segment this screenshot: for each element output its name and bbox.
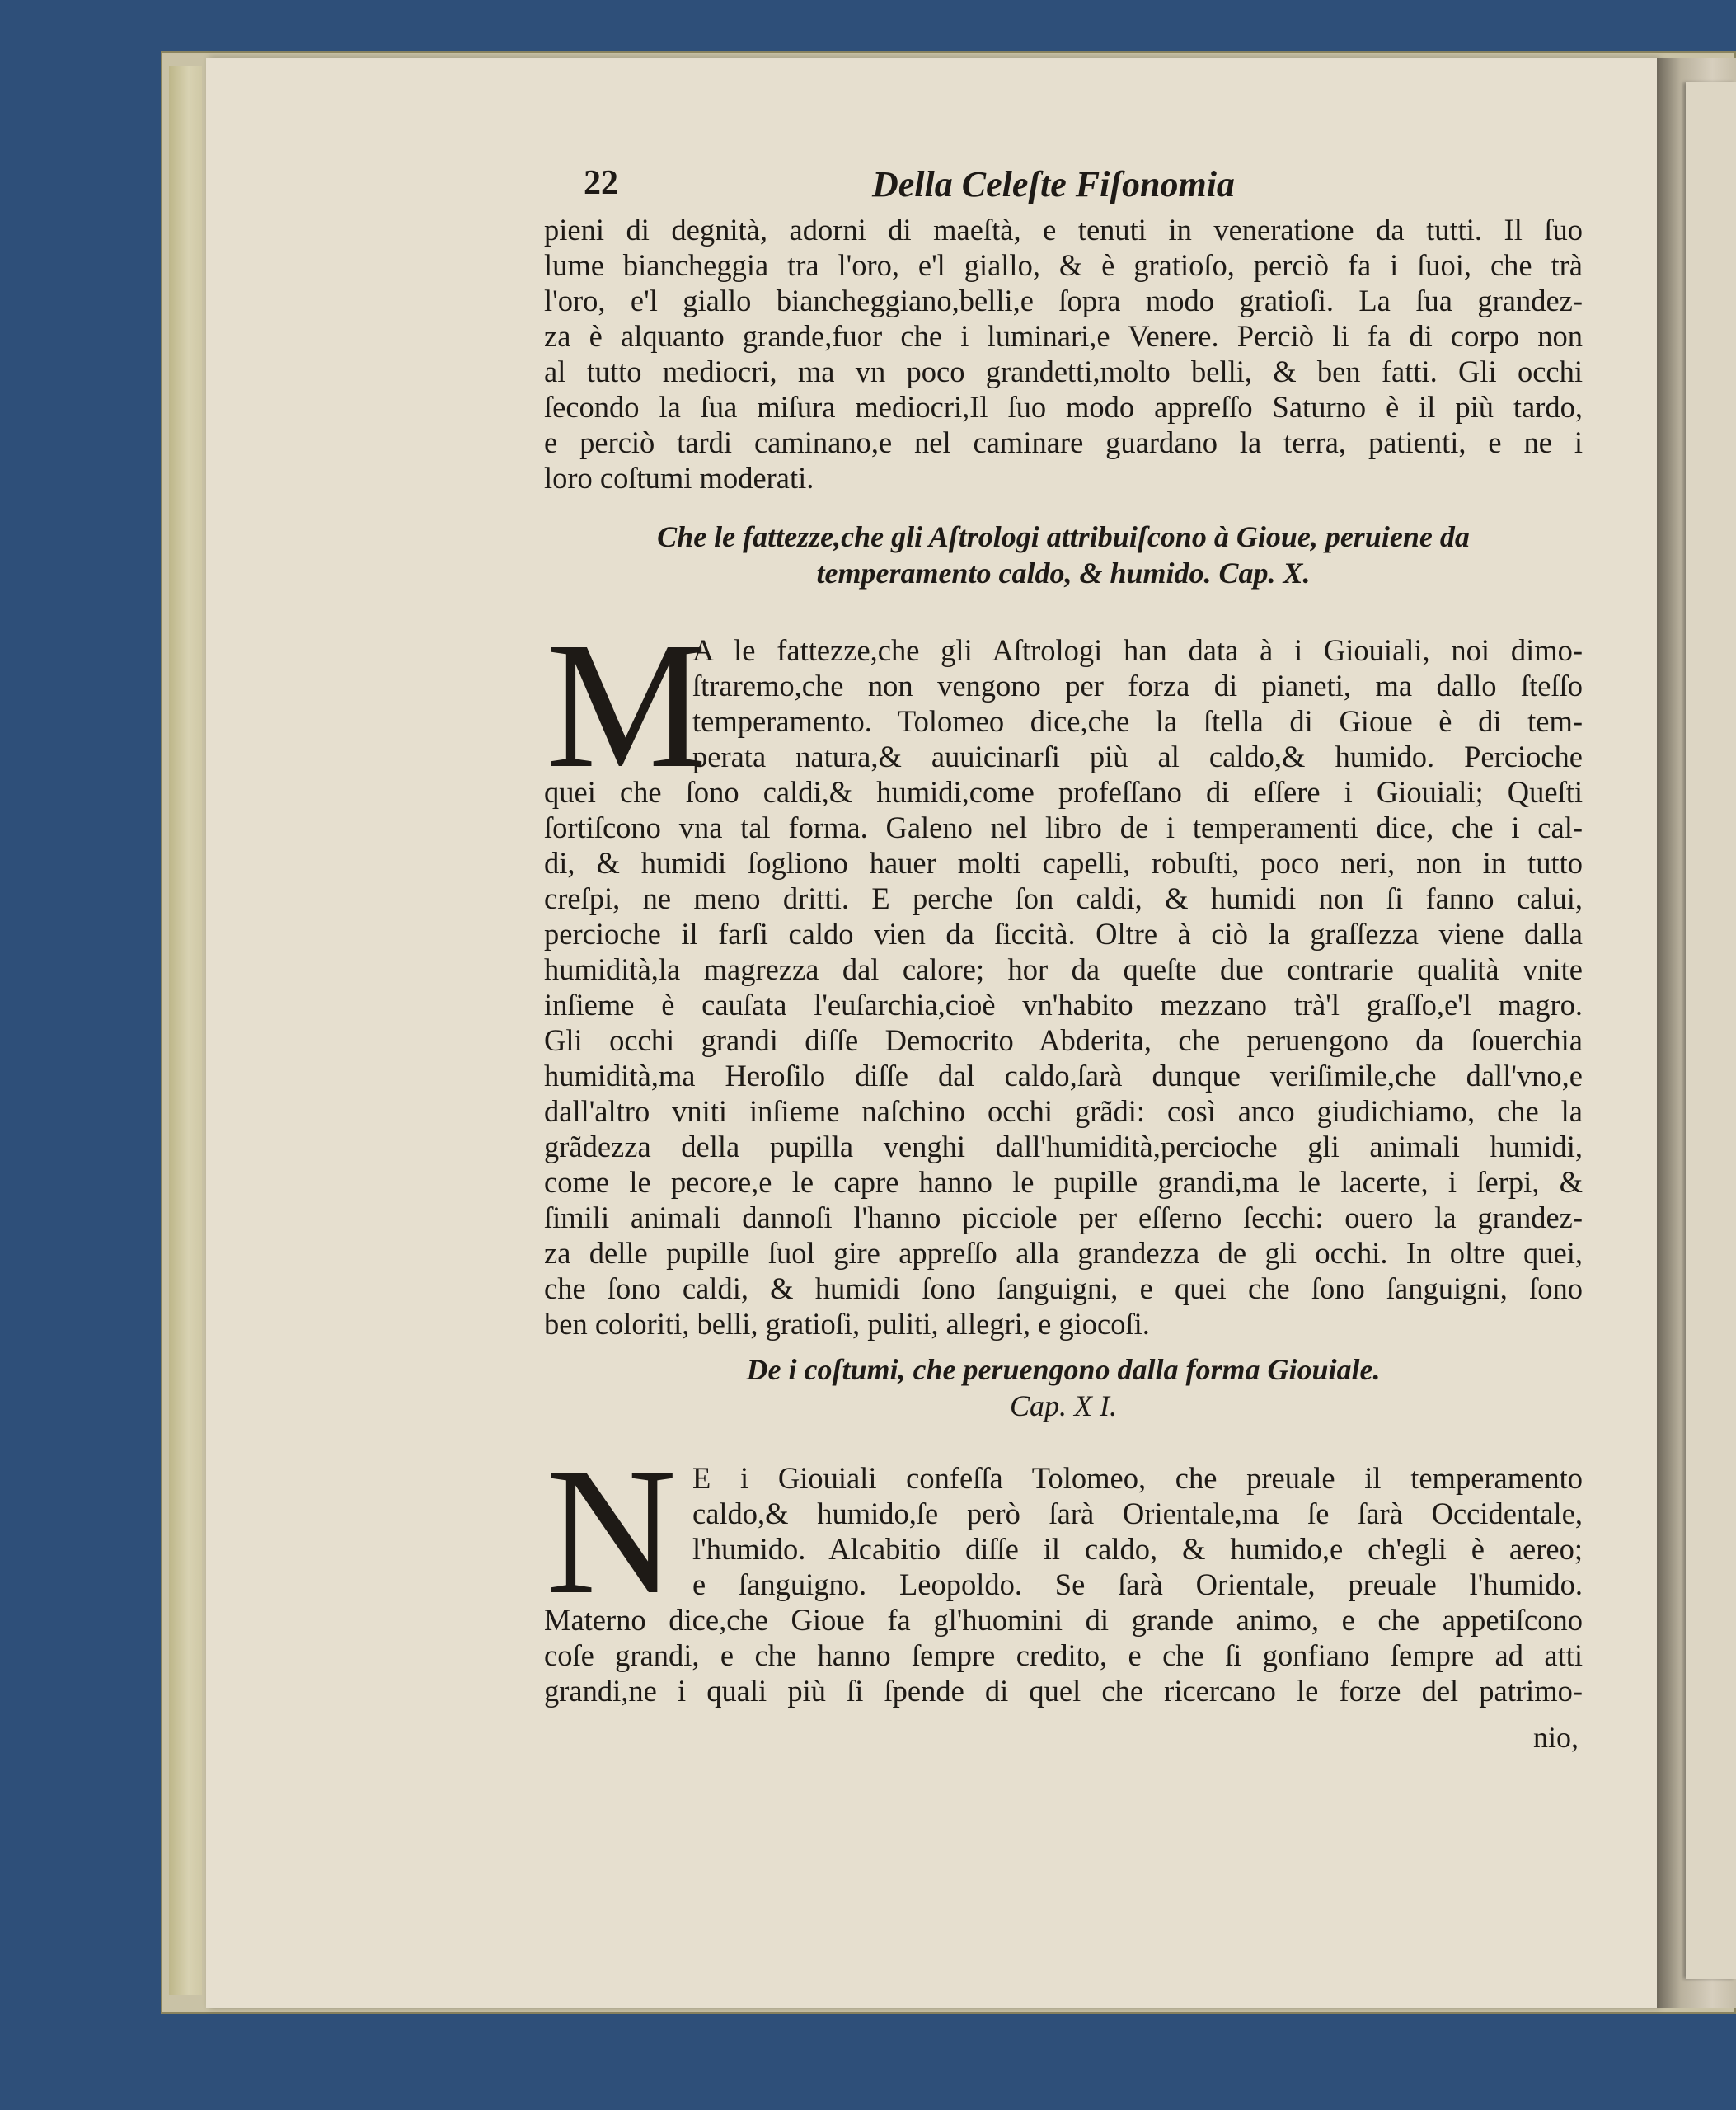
next-leaf-edge [1686,82,1736,1979]
text-line: l'humido. Alcabitio diſſe il caldo, & humido,e ch'egli è aereo; [692,1532,1583,1566]
running-header [584,163,1589,204]
text-line: ſecondo la ſua miſura mediocri,Il ſuo modo appreſſo Saturno è il più tardo, [544,390,1583,424]
text-line: Gli occhi grandi diſſe Democrito Abderita, che peruengono da ſouerchia [544,1023,1583,1057]
text-line: e perciò tardi caminano,e nel caminare guardano la terra, patienti, e ne i [544,425,1583,459]
text-line: dall'altro vniti inſieme naſchino occhi grãdi: così anco giudichiamo, che la [544,1094,1583,1128]
text-line: creſpi, ne meno dritti. E perche ſon caldi, & humidi non ſi fanno calui, [544,881,1583,915]
text-line: percioche il farſi caldo vien da ſiccità. Oltre à ciò la graſſezza viene dalla [544,917,1583,951]
text-line: Materno dice,che Gioue fa gl'huomini di grande animo, e che appetiſcono [544,1603,1583,1637]
chapter-heading: De i coſtumi, che peruengono dalla forma Giouiale. [746,1353,1381,1386]
drop-cap: M [546,604,707,806]
text-line: temperamento. Tolomeo dice,che la ſtella di Gioue è di tem- [692,704,1583,738]
text-line: e ſanguigno. Leopoldo. Se ſarà Orientale, preuale l'humido. [692,1567,1583,1601]
text-line: l'oro, e'l giallo biancheggiano,belli,e ſopra modo gratioſi. La ſua grandez- [544,284,1583,317]
text-line: A le fattezze,che gli Aſtrologi han data à i Giouiali, noi dimo- [692,633,1583,667]
text-line: coſe grandi, e che hanno ſempre credito, e che ſi gonfiano ſempre ad atti [544,1638,1583,1672]
text-line: quei che ſono caldi,& humidi,come profeſſano di eſſere i Giouiali; Queſti [544,775,1583,809]
text-line: caldo,& humido,ſe però ſarà Orientale,ma ſe ſarà Occidentale, [692,1497,1583,1530]
page-number: 22 [584,164,618,202]
text-line: humidità,la magrezza dal calore; hor da queſte due contrarie qualità vnite [544,952,1583,986]
chapter-heading: temperamento caldo, & humido. Cap. X. [816,557,1311,590]
running-title: Della Celeſte Fiſonomia [872,164,1235,204]
text-line: loro coſtumi moderati. [544,461,814,495]
text-line: al tutto mediocri, ma vn poco grandetti,molto belli, & ben fatti. Gli occhi [544,355,1583,388]
text-line: ſimili animali dannoſi l'hanno picciole per eſſerno ſecchi: ouero la grandez- [544,1201,1583,1234]
text-line: za delle pupille ſuol gire appreſſo alla grandezza de gli occhi. In oltre quei, [544,1236,1583,1270]
text-line: ſortiſcono vna tal forma. Galeno nel libro de i temperamenti dice, che i cal- [544,811,1583,844]
catchword: nio, [1533,1721,1579,1754]
cover-edge [169,66,202,1995]
chapter-heading: Cap. X I. [1010,1389,1117,1422]
text-line: grãdezza della pupilla venghi dall'humidità,percioche gli animali humidi, [544,1130,1583,1163]
text-line: perata natura,& auuicinarſi più al caldo,& humido. Percioche [692,740,1583,773]
text-line: pieni di degnità, adorni di maeſtà, e tenuti in veneratione da tutti. Il ſuo [544,213,1583,247]
text-line: di, & humidi ſogliono hauer molti capelli, robuſti, poco neri, non in tutto [544,846,1583,880]
text-line: inſieme è cauſata l'euſarchia,cioè vn'habito mezzano trà'l graſſo,e'l magro. [544,988,1583,1022]
text-line: ben coloriti, belli, gratioſi, puliti, allegri, e giocoſi. [544,1307,1150,1341]
text-line: humidità,ma Heroſilo diſſe dal caldo,ſarà dunque veriſimile,che dall'vno,e [544,1059,1583,1093]
text-line: grandi,ne i quali più ſi ſpende di quel che ricercano le forze del patrimo- [544,1674,1583,1708]
text-line: za è alquanto grande,fuor che i luminari,e Venere. Perciò li fa di corpo non [544,319,1583,353]
text-line: E i Giouiali confeſſa Tolomeo, che preuale il temperamento [692,1461,1583,1495]
text-line: lume biancheggia tra l'oro, e'l giallo, & è gratioſo, perciò fa i ſuoi, che trà [544,248,1583,282]
drop-cap: N [546,1431,677,1632]
text-line: che ſono caldi, & humidi ſono ſanguigni, e quei che ſono ſanguigni, ſono [544,1271,1583,1305]
text-line: ſtraremo,che non vengono per forza di pianeti, ma dallo ſteſſo [692,669,1583,703]
chapter-heading: Che le fattezze,che gli Aſtrologi attribuiſcono à Gioue, peruiene da [657,520,1470,553]
text-line: come le pecore,e le capre hanno le pupille grandi,ma le lacerte, i ſerpi, & [544,1165,1583,1199]
